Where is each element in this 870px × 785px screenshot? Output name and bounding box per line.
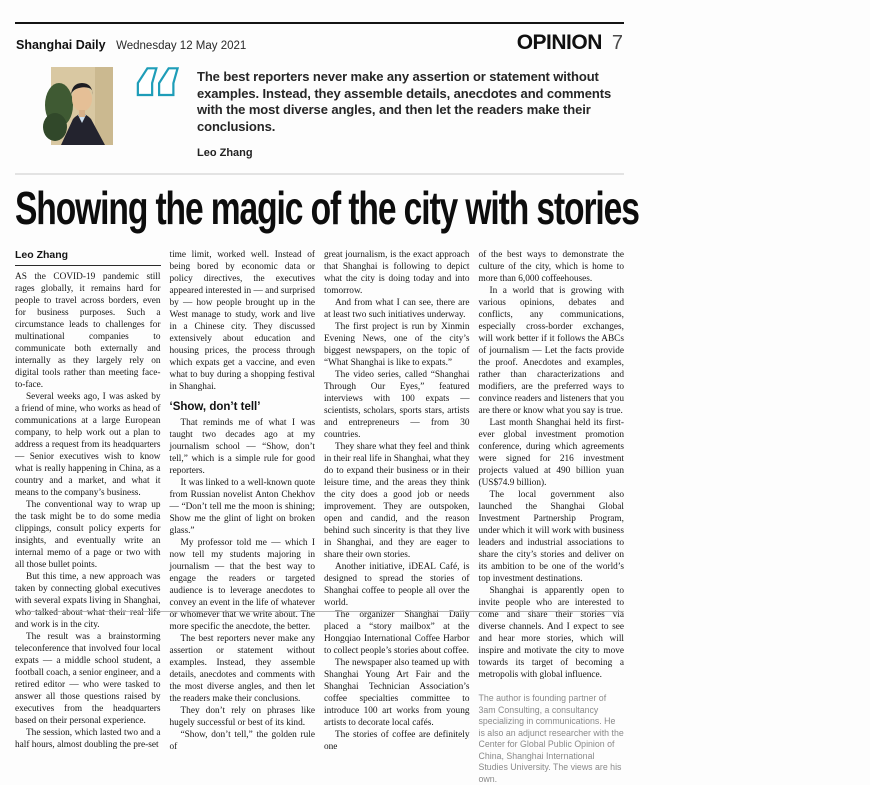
article-paragraph: My professor told me — which I now tell my students majoring in journalism — that the best way to engage the readers or targeted audience is to leverage anecdotes to convey an event in the life of whatever or whomever that we write about. The more specific the anecdote, the better. — [169, 538, 315, 632]
section-subhead: ‘Show, don’t tell’ — [169, 401, 261, 413]
article-headline: Showing the magic of the city with stories — [15, 182, 639, 234]
pull-quote-text: The best reporters never make any assertion or statement without examples. Instead, they assemble details, anecdotes and comments with the most diverse angles, and then let the readers make their conclusions. — [197, 69, 612, 134]
article-paragraph: The best reporters never make any assertion or statement without examples. Instead, they assemble details, anecdotes and comments with the most diverse angles, and then let the readers make their conclusions. — [169, 634, 315, 704]
column-text — [324, 249, 470, 753]
headline-wrap — [15, 181, 639, 237]
article-paragraph: The first project is run by Xinmin Evening News, one of the city’s biggest newspapers, on the topic of “What Shanghai is like to expats.” — [324, 322, 470, 368]
pull-quote — [197, 67, 624, 163]
article-paragraph: In a world that is growing with various opinions, debates and conflicts, any communications, especially cross-border exchanges, will work better if it follows the ABCs of journalism — Let the facts provide the proof. Anecdotes and examples, rather than characterizations and modifiers, are the preferred ways to convince readers and listeners that you are there or know what you say is true. — [478, 286, 624, 416]
article-paragraph: The local government also launched the Shanghai Global Investment Partnership Program, under which it will work with business leaders and industrial associations to share the city’s stories and deliver on its ambition to be one of the world’s top investment destinations. — [478, 490, 624, 584]
article-paragraph: Shanghai is apparently open to invite people who are interested to come and share their stories via diverse channels. And I expect to see and hear more stories, which will inspire and motivate the city to move towards its target of becoming a metropolis with global influence. — [478, 586, 624, 680]
article-paragraph: They don’t rely on phrases like hugely successful or best of its kind. — [169, 706, 315, 728]
column-text — [15, 271, 161, 751]
article-paragraph: That reminds me of what I was taught two decades ago at my journalism school — “Show, don’t tell,” which is a simple rule for good reporters. — [169, 418, 315, 476]
column-text — [170, 249, 316, 753]
author-photo — [51, 67, 113, 145]
section-title: OPINION — [516, 31, 602, 54]
article-paragraph: of the best ways to demonstrate the culture of the city, which is home to more than 6,000 coffeehouses. — [478, 250, 624, 284]
band-divider — [15, 173, 624, 175]
article-column-4 — [479, 249, 625, 785]
article-paragraph: AS the COVID-19 pandemic still rages globally, it remains hard for people to travel across borders, even for business purposes. Such a circumstance leads to challenges for multinational companies to communicate both externally and internally as they largely rely on digital tools rather than meeting face-to-face. — [15, 272, 161, 390]
footer-rule — [15, 611, 624, 612]
article-byline: Leo Zhang — [15, 249, 161, 266]
paper-name: Shanghai Daily — [16, 38, 106, 52]
article-paragraph: Another initiative, iDEAL Café, is designed to spread the stories of Shanghai coffee to people all over the world. — [324, 562, 470, 608]
article-paragraph: They share what they feel and think in their real life in Shanghai, what they do to expand their business or in their leisure time, and the areas they think the city does a good job or needs improvement. They are outspoken, open and candid, and the reason behind such sincerity is that they live in Shanghai, and they are eager to share their own stories. — [324, 442, 470, 560]
article-paragraph: But this time, a new approach was taken by connecting global executives with several expats living in Shanghai, who talked about what their real life and work is in the city. — [15, 572, 161, 630]
section-block — [517, 31, 623, 55]
article-column-3 — [324, 249, 470, 785]
article-column-1 — [15, 249, 161, 785]
page-header — [15, 24, 624, 59]
pull-quote-attribution: Leo Zhang — [197, 147, 253, 159]
newspaper-page — [0, 22, 639, 785]
article-paragraph: Several weeks ago, I was asked by a friend of mine, who works as head of communications at a large European company, to help work out a plan to address a request from its headquarters — Senior executives wish to know what is really happening in China, as a country and a market, and what it means to the company’s business. — [15, 392, 161, 498]
article-paragraph: The session, which lasted two and a half hours, almost doubling the pre-set — [15, 728, 161, 750]
author-bio: The author is founding partner of 3am Consulting, a consultancy specializing in communications. He is also an adjunct researcher with the Center for Global Public Opinion of China, Shanghai International Studies University. The views are his own. — [478, 693, 624, 784]
issue-date: Wednesday 12 May 2021 — [116, 40, 247, 52]
page-number: 7 — [611, 32, 623, 54]
article-paragraph: And from what I can see, there are at least two such initiatives underway. — [324, 298, 470, 320]
article-column-2 — [170, 249, 316, 785]
quote-mark-glyph: “ — [129, 52, 186, 152]
article-paragraph: The newspaper also teamed up with Shanghai Young Art Fair and the Shanghai Technician Association’s coffee specialties committee to introduce 100 art works from young artists to decorate local cafés. — [324, 658, 470, 728]
masthead — [16, 38, 246, 52]
column-text — [479, 249, 625, 785]
article-body — [15, 249, 624, 785]
article-paragraph: The conventional way to wrap up the task might be to do some media clippings, consult policy experts for insights, and eventually write an internal memo of a page or two with all those bullet points. — [15, 500, 161, 570]
quote-icon — [129, 52, 186, 163]
article-paragraph: Last month Shanghai held its first-ever global investment promotion conference, during which agreements were signed for 216 investment projects valued at 490 billion yuan (US$74.9 billion). — [478, 418, 624, 488]
pull-quote-band — [51, 52, 624, 163]
article-paragraph: It was linked to a well-known quote from Russian novelist Anton Chekhov — “Don’t tell me the moon is shining; Show me the glint of light on broken glass.” — [169, 478, 315, 536]
article-paragraph: great journalism, is the exact approach that Shanghai is following to depict what the city is doing today and into tomorrow. — [324, 250, 470, 296]
article-paragraph: The organizer Shanghai Daily placed a “story mailbox” at the Hongqiao International Coffee Harbor to collect people’s stories about coffee. — [324, 610, 470, 656]
article-paragraph: The video series, called “Shanghai Through Our Eyes,” featured interviews with 100 expats — scientists, scholars, sports stars, artists and entrepreneurs — from 30 countries. — [324, 370, 470, 440]
article-paragraph: The result was a brainstorming teleconference that involved four local expats — a middle school student, a football coach, a senior engineer, and a retired editor — who were tasked to answer all those questions raised by executives from the headquarters based on their personal experience. — [15, 632, 161, 726]
article-paragraph: “Show, don’t tell,” the golden rule of — [169, 730, 315, 752]
article-paragraph: The stories of coffee are definitely one — [324, 730, 470, 752]
article-paragraph: time limit, worked well. Instead of being bored by economic data or policy directives, the executives appeared interested in — and surprised by — how people brought up in the West manage to study, work and live in a Chinese city. They discussed extensively about education and housing prices, the process through which expats get a vaccine, and even what to buy during a shopping festival in Shanghai. — [169, 250, 315, 392]
